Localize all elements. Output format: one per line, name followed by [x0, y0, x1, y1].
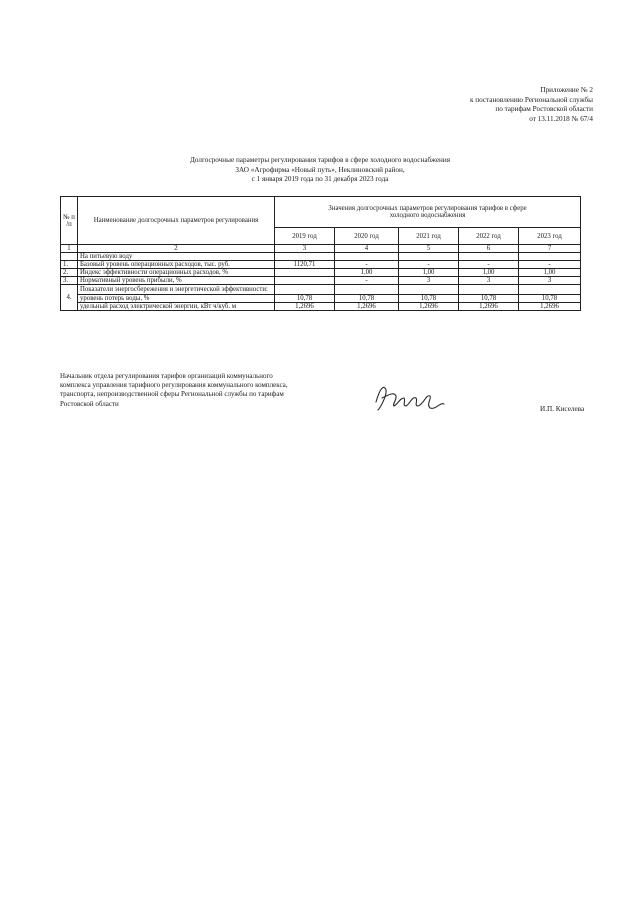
row-value: 10,78: [335, 295, 399, 303]
row-value: 3: [459, 277, 519, 285]
section-label: На питьевую воду: [78, 253, 275, 261]
row-name: Нормативный уровень прибыли, %: [78, 277, 275, 285]
position-line: комплекса управления тарифного регулирования коммунального комплекса,: [60, 381, 288, 390]
row-value: 3: [399, 277, 459, 285]
document-title: [150, 156, 490, 185]
title-line: Долгосрочные параметры регулирования тарифов в сфере холодного водоснабжения: [189, 156, 451, 164]
header-year: 2020 год: [335, 228, 399, 245]
row-value: 10,78: [459, 295, 519, 303]
row-group-header: Показатели энергосбережения и энергетической эффективности:: [78, 285, 275, 295]
title-line: ЗАО «Агрофирма «Новый путь», Неклиновский район,: [235, 165, 405, 174]
row-value: 1,00: [399, 269, 459, 277]
row-value: 1,2696: [519, 303, 581, 311]
row-value: 1,00: [519, 269, 581, 277]
row-value: 1120,71: [275, 261, 335, 269]
row-name: удельный расход электрической энергии, кВт ч/куб. м: [78, 303, 275, 311]
row-value: [275, 269, 335, 277]
row-number: 1.: [61, 261, 78, 269]
row-number: 4.: [61, 285, 78, 311]
header-values: Значения долгосрочных параметров регулирования тарифов в сфере холодного водоснабжения: [275, 197, 581, 228]
column-number: 1: [61, 245, 78, 253]
row-value: 3: [519, 277, 581, 285]
column-number-row: [61, 245, 581, 253]
header-year: 2023 год: [519, 228, 581, 245]
row-number: 2.: [61, 269, 78, 277]
row-name: Базовый уровень операционных расходов, тыс. руб.: [78, 261, 275, 269]
row-value: -: [335, 277, 399, 285]
table-row: [61, 285, 581, 295]
row-value: 10,78: [275, 295, 335, 303]
column-number: 6: [459, 245, 519, 253]
header-number: № п /п: [61, 197, 78, 245]
table-row: [61, 269, 581, 277]
column-number: 5: [399, 245, 459, 253]
row-name: уровень потерь воды, %: [78, 295, 275, 303]
signer-position: [60, 372, 340, 409]
column-number: 4: [335, 245, 399, 253]
position-line: Начальник отдела регулирования тарифов организаций коммунального: [60, 372, 273, 380]
table-row: [61, 295, 581, 303]
row-value: -: [399, 261, 459, 269]
row-value: 1,2696: [275, 303, 335, 311]
position-line: транспорта, непроизводственной сферы Региональной службы по тарифам: [60, 390, 284, 399]
row-value: 10,78: [399, 295, 459, 303]
title-line: с 1 января 2019 года по 31 декабря 2023 года: [251, 175, 389, 184]
row-value: 1,2696: [459, 303, 519, 311]
appendix-line: по тарифам Ростовской области: [495, 105, 593, 114]
row-name: Индекс эффективности операционных расходов, %: [78, 269, 275, 277]
section-row: [61, 253, 581, 261]
row-value: 10,78: [519, 295, 581, 303]
header-parameter-name: Наименование долгосрочных параметров регулирования: [78, 197, 275, 245]
row-value: 1,2696: [335, 303, 399, 311]
header-year: 2019 год: [275, 228, 335, 245]
signer-name: И.П. Киселева: [540, 405, 585, 413]
row-value: -: [519, 261, 581, 269]
header-year: 2021 год: [399, 228, 459, 245]
handwritten-signature: [370, 380, 450, 421]
appendix-header: [333, 86, 593, 124]
column-number: 7: [519, 245, 581, 253]
row-value: 1,00: [335, 269, 399, 277]
table-row: [61, 277, 581, 285]
row-value: [275, 277, 335, 285]
table-row: [61, 303, 581, 311]
column-number: 3: [275, 245, 335, 253]
appendix-line: от 13.11.2018 № 67/4: [529, 114, 593, 123]
appendix-line: Приложение № 2: [540, 86, 593, 94]
row-value: -: [335, 261, 399, 269]
header-year: 2022 год: [459, 228, 519, 245]
row-value: 1,2696: [399, 303, 459, 311]
parameters-table: [60, 196, 581, 311]
row-value: -: [459, 261, 519, 269]
row-number: 3.: [61, 277, 78, 285]
table-row: [61, 261, 581, 269]
position-line: Ростовской области: [60, 399, 119, 408]
column-number: 2: [78, 245, 275, 253]
row-value: 1,00: [459, 269, 519, 277]
appendix-line: к постановлению Региональной службы: [469, 95, 593, 104]
